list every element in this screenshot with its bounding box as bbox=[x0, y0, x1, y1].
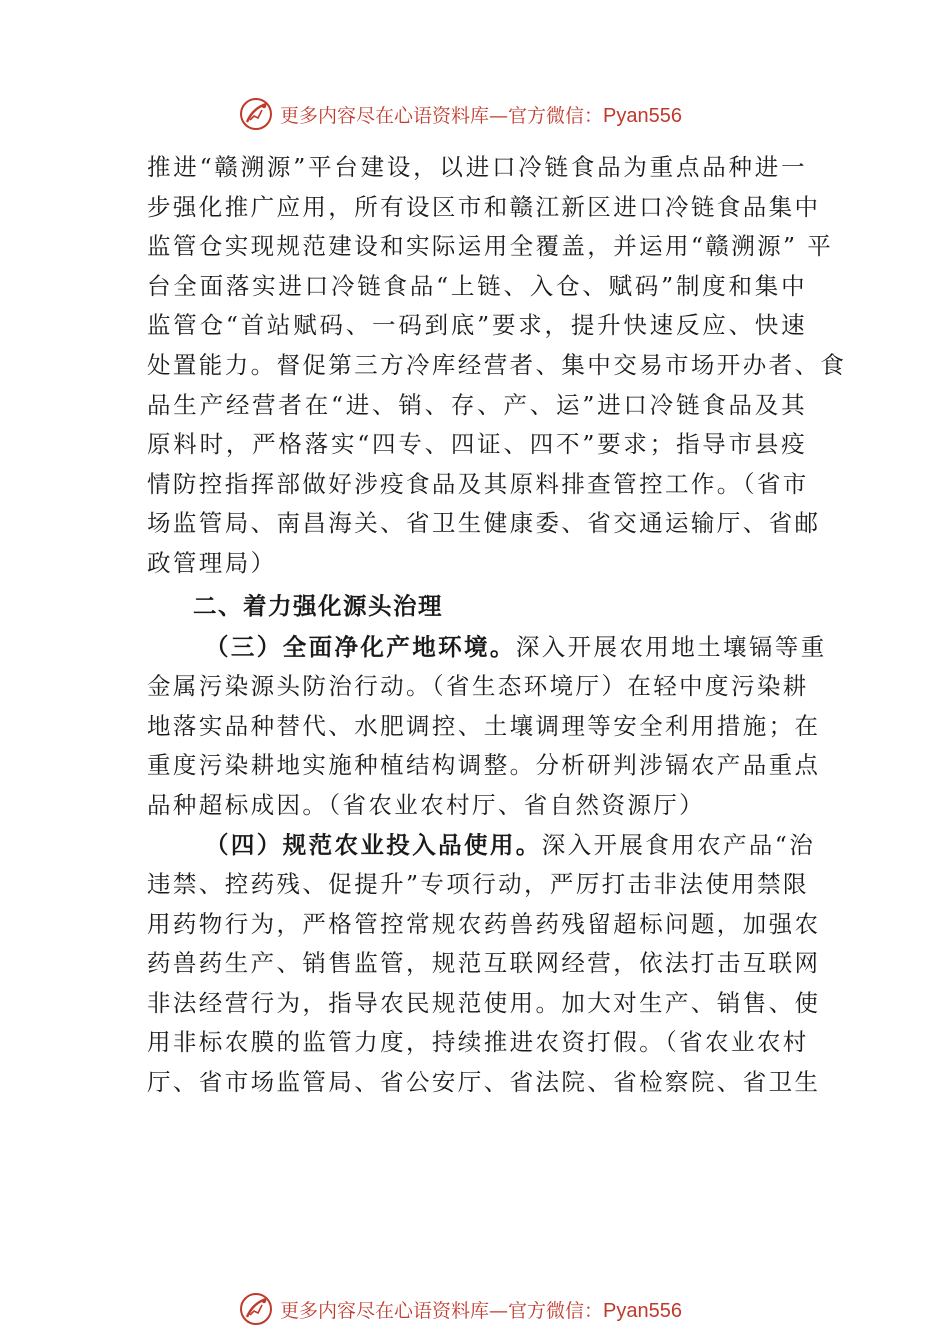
text-line: 原料时，严格落实“四专、四证、四不”要求；指导市县疫 bbox=[147, 430, 807, 459]
text-line: 品种超标成因。（省农业农村厅、省自然资源厅） bbox=[147, 790, 706, 819]
text-line: 非法经营行为，指导农民规范使用。加大对生产、销售、使 bbox=[147, 988, 821, 1017]
text-line: 品生产经营者在“进、销、存、产、运”进口冷链食品及其 bbox=[147, 390, 807, 419]
paragraph-3 bbox=[147, 628, 827, 826]
text-line: 场监管局、南昌海关、省卫生健康委、省交通运输厅、省邮 bbox=[147, 509, 821, 538]
section-heading: 二、着力强化源头治理 bbox=[193, 591, 443, 620]
watermark-logo-icon bbox=[238, 1291, 274, 1327]
paragraph-lead: （三）全面净化产地环境。 bbox=[205, 632, 516, 661]
text-line: 推进“赣溯源”平台建设，以进口冷链食品为重点品种进一 bbox=[147, 153, 807, 181]
text-line: 违禁、控药残、促提升”专项行动，严厉打击非法使用禁限 bbox=[147, 870, 809, 899]
watermark-separator: — bbox=[489, 1299, 509, 1322]
text-line: 厅、省市场监管局、省公安厅、省法院、省检察院、省卫生 bbox=[147, 1068, 821, 1097]
watermark-slogan: 更多内容尽在心语资料库 bbox=[280, 1299, 490, 1322]
paragraph-lead: （四）规范农业投入品使用。 bbox=[205, 830, 542, 859]
paragraph-text: 深入开展农用地土壤镉等重 bbox=[515, 632, 827, 661]
watermark-logo-icon bbox=[238, 96, 274, 132]
text-line bbox=[147, 628, 827, 668]
text-line: 药兽药生产、销售监管，规范互联网经营，依法打击互联网 bbox=[147, 949, 821, 978]
text-line: 监管仓实现规范建设和实际运用全覆盖，并运用“赣溯源” 平 bbox=[147, 232, 834, 261]
watermark-text bbox=[280, 1296, 682, 1323]
footer-watermark bbox=[238, 1287, 738, 1331]
text-line: 金属污染源头防治行动。（省生态环境厅）在轻中度污染耕 bbox=[147, 672, 809, 701]
text-line bbox=[147, 826, 816, 866]
watermark-text bbox=[280, 101, 682, 128]
watermark-separator: — bbox=[489, 104, 509, 127]
watermark-handle: Pyan556 bbox=[603, 104, 682, 127]
watermark-wechat-label: 官方微信： bbox=[508, 1299, 604, 1322]
watermark-handle: Pyan556 bbox=[603, 1299, 682, 1322]
text-line: 步强化推广应用，所有设区市和赣江新区进口冷链食品集中 bbox=[147, 192, 821, 221]
text-line: 台全面落实进口冷链食品“上链、入仓、赋码”制度和集中 bbox=[147, 271, 807, 300]
header-watermark bbox=[238, 92, 738, 136]
text-line: 用药物行为，严格管控常规农药兽药残留超标问题，加强农 bbox=[147, 909, 821, 938]
paragraph-1 bbox=[147, 148, 847, 584]
text-line: 政管理局） bbox=[147, 548, 277, 577]
paragraph-text: 深入开展食用农产品“治 bbox=[541, 830, 816, 859]
text-line: 用非标农膜的监管力度，持续推进农资打假。（省农业农村 bbox=[147, 1028, 809, 1057]
text-line: 处置能力。督促第三方冷库经营者、集中交易市场开办者、食 bbox=[147, 350, 847, 379]
document-body bbox=[147, 148, 847, 1103]
text-line: 情防控指挥部做好涉疫食品及其原料排查管控工作。（省市 bbox=[147, 469, 809, 498]
watermark-slogan: 更多内容尽在心语资料库 bbox=[280, 104, 490, 127]
paragraph-4 bbox=[147, 826, 821, 1103]
text-line: 重度污染耕地实施种植结构调整。分析研判涉镉农产品重点 bbox=[147, 751, 821, 780]
text-line: 地落实品种替代、水肥调控、土壤调理等安全利用措施；在 bbox=[147, 711, 821, 740]
text-line: 监管仓“首站赋码、一码到底”要求，提升快速反应、快速 bbox=[147, 311, 807, 340]
watermark-wechat-label: 官方微信： bbox=[508, 104, 604, 127]
